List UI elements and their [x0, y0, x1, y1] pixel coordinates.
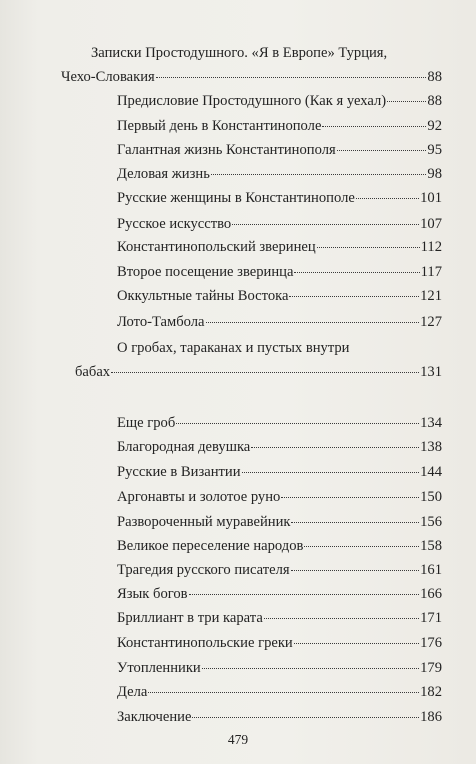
toc-entry	[117, 313, 442, 331]
leader-dots	[294, 643, 419, 644]
toc-entry	[117, 708, 442, 726]
leader-dots	[387, 101, 426, 102]
toc-page-number: 144	[420, 464, 442, 480]
leader-dots	[189, 594, 420, 595]
toc-entry-title: Оккультные тайны Востока	[117, 288, 289, 304]
leader-dots	[156, 77, 427, 78]
toc-entry	[117, 537, 442, 555]
toc-entry	[117, 238, 442, 256]
leader-dots	[148, 692, 419, 693]
toc-entry	[117, 463, 442, 481]
toc-entry	[117, 634, 442, 652]
leader-dots	[211, 174, 427, 175]
leader-dots	[111, 372, 419, 373]
toc-entry-title: Предисловие Простодушного (Как я уехал)	[117, 93, 387, 109]
toc-page-number: 182	[420, 684, 442, 700]
toc-entry	[117, 189, 442, 207]
toc-page-number: 179	[420, 660, 442, 676]
leader-dots	[251, 447, 419, 448]
toc-entry	[75, 363, 442, 381]
toc-entry-title: Русские женщины в Константинополе	[117, 190, 355, 206]
toc-entry-title: Русское искусство	[117, 216, 232, 232]
toc-entry	[117, 683, 442, 701]
leader-dots	[192, 717, 419, 718]
leader-dots	[289, 296, 419, 297]
toc-entry-title: Дела	[117, 684, 148, 700]
leader-dots	[202, 668, 419, 669]
toc-entry-title: Второе посещение зверинца	[117, 264, 294, 280]
toc-entry	[117, 488, 442, 506]
toc-entry	[117, 215, 442, 233]
leader-dots	[176, 423, 419, 424]
toc-page-number: 134	[420, 415, 442, 431]
toc-page-number: 171	[420, 610, 442, 626]
toc-page-number: 88	[427, 93, 442, 109]
toc-entry	[117, 117, 442, 135]
toc-entry	[117, 165, 442, 183]
toc-page-number: 95	[427, 142, 442, 158]
toc-entry-title: бабах	[75, 364, 111, 380]
toc-page-number: 121	[420, 288, 442, 304]
toc-entry-title: Еще гроб	[117, 415, 176, 431]
leader-dots	[337, 150, 427, 151]
toc-page-number: 131	[420, 364, 442, 380]
toc-page-number: 101	[420, 190, 442, 206]
toc-entry-title: Язык богов	[117, 586, 188, 602]
toc-entry-title: Галантная жизнь Константинополя	[117, 142, 336, 158]
toc-entry	[117, 141, 442, 159]
toc-entry	[117, 414, 442, 432]
toc-page-number: 127	[420, 314, 442, 330]
toc-entry-title: Заключение	[117, 709, 192, 725]
section-title-line1: Записки Простодушного. «Я в Европе» Турция,	[91, 45, 388, 61]
toc-page-number: 158	[420, 538, 442, 554]
toc-entry-title: Первый день в Константинополе	[117, 118, 322, 134]
toc-entry-title: Утопленники	[117, 660, 201, 676]
leader-dots	[294, 272, 419, 273]
toc-page-number: 107	[420, 216, 442, 232]
toc-entry-title: Бриллиант в три карата	[117, 610, 263, 626]
toc-entry-title: Благородная девушка	[117, 439, 251, 455]
toc-page-number: 138	[420, 439, 442, 455]
toc-entry-title: Константинопольский зверинец	[117, 239, 316, 255]
toc-entry-title: Аргонавты и золотое руно	[117, 489, 281, 505]
toc-entry-title: Трагедия русского писателя	[117, 562, 290, 578]
toc-page-number: 92	[427, 118, 442, 134]
toc-entry-title: Чехо-Словакия	[61, 69, 155, 85]
leader-dots	[322, 126, 426, 127]
toc-entry-title: Развороченный муравейник	[117, 514, 291, 530]
toc-entry	[117, 585, 442, 603]
toc-entry	[117, 92, 442, 110]
page-number: 479	[227, 732, 249, 747]
leader-dots	[317, 247, 420, 248]
leader-dots	[264, 618, 419, 619]
toc-page-number: 156	[420, 514, 442, 530]
toc-entry-title: Лото-Тамбола	[117, 314, 205, 330]
toc-entry	[117, 263, 442, 281]
toc-entry-title: Деловая жизнь	[117, 166, 210, 182]
leader-dots	[232, 224, 419, 225]
leader-dots	[281, 497, 419, 498]
toc-entry	[117, 659, 442, 677]
toc-page-number: 176	[420, 635, 442, 651]
toc-entry	[117, 609, 442, 627]
toc-page-number: 161	[420, 562, 442, 578]
section-title-line2	[61, 68, 442, 86]
leader-dots	[356, 198, 419, 199]
leader-dots	[291, 570, 420, 571]
toc-page-number: 88	[427, 69, 442, 85]
toc-page-number: 150	[420, 489, 442, 505]
toc-entry	[117, 287, 442, 305]
toc-page-number: 112	[420, 239, 442, 255]
toc-entry-title: Великое переселение народов	[117, 538, 304, 554]
leader-dots	[291, 522, 419, 523]
toc-entry	[117, 438, 442, 456]
toc-entry-title: Константинопольские греки	[117, 635, 293, 651]
toc-entry	[117, 513, 442, 531]
toc-page-number: 117	[420, 264, 442, 280]
toc-page-number: 166	[420, 586, 442, 602]
leader-dots	[304, 546, 419, 547]
toc-entry-title: Русские в Византии	[117, 464, 241, 480]
toc-entry	[117, 561, 442, 579]
leader-dots	[206, 322, 420, 323]
leader-dots	[242, 472, 420, 473]
toc-entry-title: О гробах, тараканах и пустых внутри	[117, 340, 350, 356]
toc-page-number: 98	[427, 166, 442, 182]
toc-page-number: 186	[420, 709, 442, 725]
